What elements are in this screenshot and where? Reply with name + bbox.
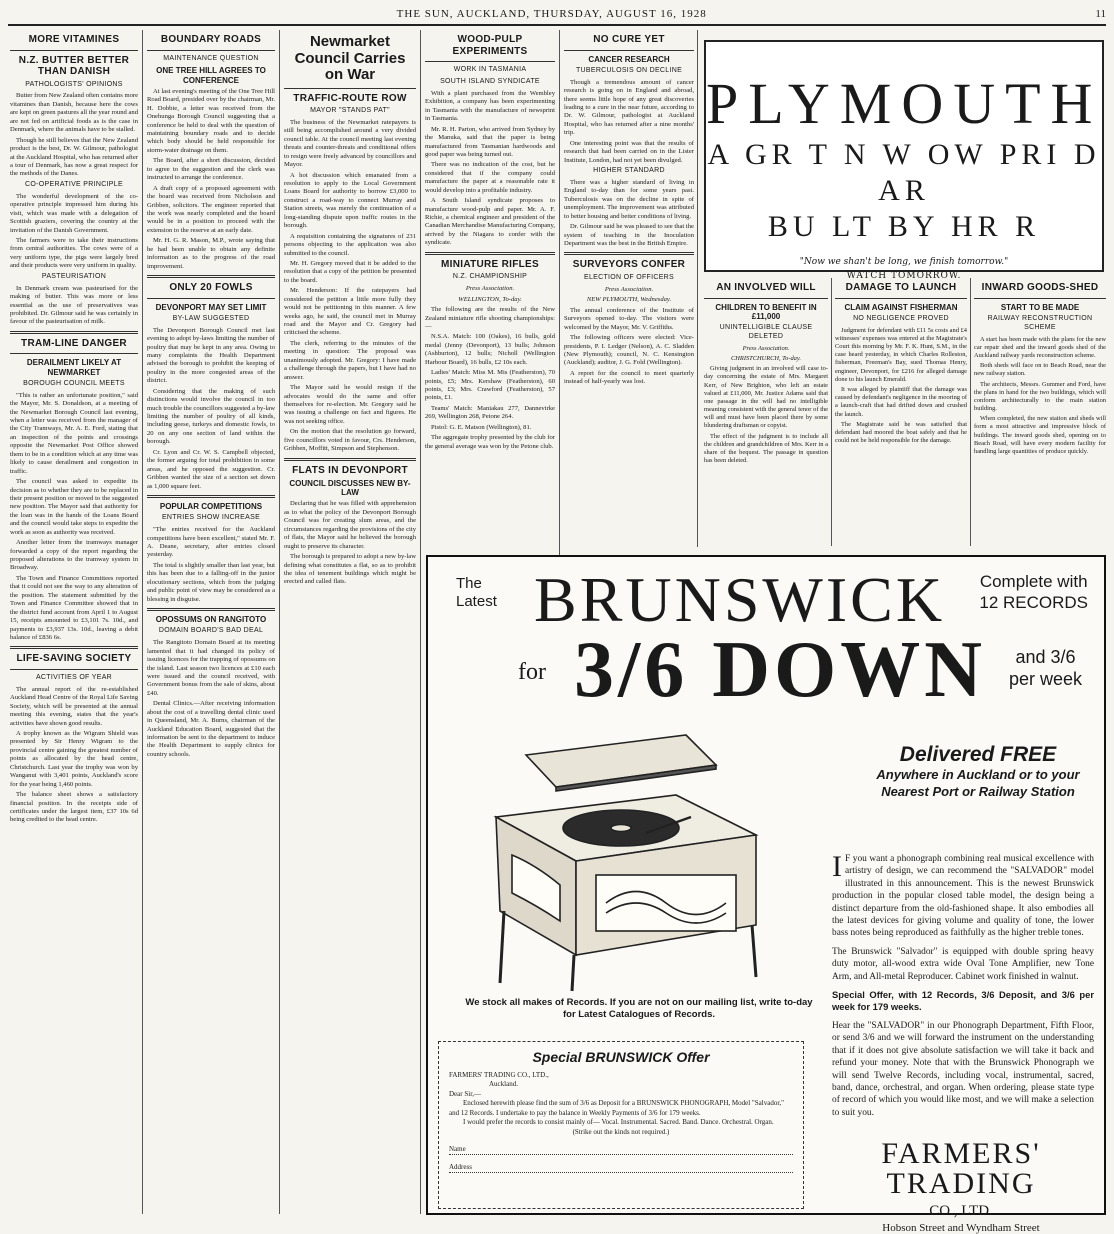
dateline: Press Association. bbox=[465, 285, 515, 293]
divider bbox=[284, 88, 416, 89]
coupon-title: Special BRUNSWICK Offer bbox=[532, 1049, 710, 1065]
paragraph: Considering that the making of such distinctions would involve the council in too much trouble the councillors suggested a by-law limiting the number of poultry of all kinds, including geese, turkeys and domestic fowls, to 20 on any one section of land within the borough. bbox=[147, 387, 275, 446]
paragraph: Butter from New Zealand often contains more vitamines than Danish, because here the cows are kept on green pastures all the year round and are not fed on artificial foods as is the case in Denmark, where the animals have to be stalled. bbox=[10, 92, 138, 134]
brunswick-weekly bbox=[1009, 647, 1082, 690]
paragraph: With a plant purchased from the Wembley Exhibition, a company has been experimenting in Tasmania with the manufacture of newsprint in Tasmania. bbox=[425, 89, 555, 123]
subhead-activities: ACTIVITIES OF YEAR bbox=[35, 673, 113, 681]
divider bbox=[564, 50, 694, 51]
paragraph: There was no indication of the cost, but he considered that if the company could manufacture the paper at a reasonable rate it would develop into a profitable industry. bbox=[425, 161, 555, 194]
subhead-claim-fisherman: CLAIM AGAINST FISHERMAN bbox=[844, 302, 958, 312]
column-rule bbox=[142, 30, 143, 1214]
subhead-entries: ENTRIES SHOW INCREASE bbox=[161, 514, 261, 522]
paragraph: On the motion that the resolution go forward, five councillors voted in favour, Crs. Henderson, Gribben, Moffitt, Simpson and Stephenson. bbox=[284, 428, 416, 453]
page-number: 11 bbox=[1095, 8, 1106, 20]
coupon-body: Enclosed herewith please find the sum of 3/6 as Deposit for a BRUNSWICK PHONOGRAPH, Model "Salvador," and 12 Records. I undertake to pay the balance in Weekly Payments of 3/6 for 179 weeks. bbox=[449, 1099, 784, 1117]
column-rule bbox=[697, 30, 698, 547]
paragraph: Mr. H. G. R. Mason, M.P., wrote saying that he had been unable to obtain any definite information as to the progress of the road improvement. bbox=[147, 237, 275, 270]
subhead-pasteurisation: PASTEURISATION bbox=[41, 272, 107, 280]
brunswick-body-1-text: F you want a phonograph combining real musical excellence with artistry of design, we can recommend the "SALVADOR" model illustrated in this announcement. This is the newest Brunswick production in the popular closed table model, the design being a distinct departure from the old-fashioned shape. It also embodies all the latest devices for giving volume and quality of tone, the lower bass notes being reproduced as faithfully as the higher treble tones. bbox=[832, 854, 1094, 939]
column-1 bbox=[10, 30, 138, 1214]
headline-goods-shed: INWARD GOODS-SHED bbox=[981, 282, 1099, 293]
paragraph: Mr. R. H. Parton, who arrived from Sydney by the Manuka, said that the paper is being manufactured from Tasmanian hardwoods and good paper was being turned out. bbox=[425, 125, 555, 158]
paragraph: Though he still believes that the New Zealand product is the best, Dr. W. Gilmour, pathologist at the Auckland Hospital, who has returned after a tour of Denmark, has now a great respect for the methods of the Danes. bbox=[10, 136, 138, 178]
divider bbox=[147, 495, 275, 498]
masthead-paper-title: THE SUN, AUCKLAND, THURSDAY, AUGUST 16, 1928 bbox=[396, 8, 707, 20]
paragraph: The Board, after a short discussion, decided to agree to the suggestion and the clerk was instructed to arrange the conference. bbox=[147, 157, 275, 182]
paragraph: The following are the results of the New Zealand miniature rifle shooting championships:— bbox=[425, 306, 555, 330]
subhead-pathologists: PATHOLOGISTS' OPINIONS bbox=[25, 80, 123, 88]
brunswick-body-2: The Brunswick "Salvador" is equipped with double spring heavy duty motor, all-wood extra wide Oval Tone Amplifier, new Tone Arm, and All-metal Reproducer. Cabinet work finished in walnut. bbox=[832, 946, 1094, 982]
paragraph: The wonderful development of the co-operative principle impressed him during his visit, which was made with a delegation of Scottish graziers, covering the country at the invitation of the Danish Government. bbox=[10, 192, 138, 234]
subhead-new-by-law: COUNCIL DISCUSSES NEW BY-LAW bbox=[289, 479, 411, 498]
paragraph: The aggregate trophy presented by the club for the general average was won by the Petone club. bbox=[425, 434, 555, 450]
subhead-domain-board: DOMAIN BOARD'S BAD DEAL bbox=[158, 627, 264, 635]
paragraph: The annual conference of the Institute of Surveyors opened to-day. The visitors were welcomed by the Mayor, Mr. V. Griffiths. bbox=[564, 306, 694, 331]
subhead-election: ELECTION OF OFFICERS bbox=[583, 273, 674, 281]
paragraph: At last evening's meeting of the One Tree Hill Road Board, presided over by the chairman, Mr. H. Dobbie, a letter was received from the Onehunga Borough Council suggesting that a conference be held to deal with the question of maintaining boundary roads and to decide which body should be held responsible for storm-water drainage on them. bbox=[147, 87, 275, 154]
subhead-children-benefit: CHILDREN TO BENEFIT IN £11,000 bbox=[715, 302, 817, 321]
brunswick-weekly-line-2: per week bbox=[1008, 668, 1082, 689]
brunswick-complete bbox=[979, 571, 1088, 614]
subhead-traffic-route: TRAFFIC-ROUTE ROW bbox=[293, 92, 407, 104]
paragraph: Mr. H. Gregory moved that it be added to the resolution that a copy of the petition be presented to the board. bbox=[284, 259, 416, 284]
farmers-trading-co: CO., LTD. bbox=[929, 1203, 993, 1219]
subhead-start-made: START TO BE MADE bbox=[1000, 302, 1080, 312]
paragraph: Pistol: G. E. Matson (Wellington), 81. bbox=[431, 423, 532, 431]
paragraph: "This is rather an unfortunate position," said the Mayor, Mr. S. Donaldson, at a meeting of the Newmarket Borough Council last evening, when a letter was received from the manager of the City Tramways, Mr. A. E. Ford, stating that an inspection of the points and crossings opposite the Newmarket Post Office showed them to be in a condition which at any time was likely to cause derailment and congestion in traffic. bbox=[10, 391, 138, 475]
divider bbox=[10, 646, 138, 649]
divider bbox=[10, 353, 138, 354]
paragraph: Declaring that he was filled with apprehension as to what the policy of the Devonport Borough Council was for creating slum areas, and the circumstances regarding the provisions of the city of flats, the Mayor said he believed the borough ought to preserve its character. bbox=[284, 500, 416, 550]
coupon-strike-note: (Strike out the kinds not required.) bbox=[572, 1127, 670, 1136]
dateline: WELLINGTON, To-day. bbox=[458, 295, 522, 303]
coupon-addressee-city: Auckland. bbox=[489, 1080, 518, 1089]
paragraph: A hot discussion which emanated from a resolution to apply to the Local Government Loans Board for authority to borrow £3,000 to construct a road-way to connect Murray and Station streets, was merely the continuation of a long-standing dispute upon traffic routes in the borough. bbox=[284, 171, 416, 230]
subhead-syndicate: SOUTH ISLAND SYNDICATE bbox=[440, 77, 540, 85]
headline-life-saving: LIFE-SAVING SOCIETY bbox=[16, 653, 132, 665]
headline-miniature-rifles: MINIATURE RIFLES bbox=[441, 258, 539, 270]
divider bbox=[147, 298, 275, 299]
headline-involved-will: AN INVOLVED WILL bbox=[716, 282, 816, 293]
subhead-mayor: MAYOR "STANDS PAT" bbox=[310, 107, 390, 114]
column-rule bbox=[970, 278, 971, 546]
dateline: CHRISTCHURCH, To-day. bbox=[731, 354, 801, 362]
paragraph: In Denmark cream was pasteurised for the making of butter. This was more or less essential as the use of preservatives was prohibited. Dr. Gilmour said he was certainly in favour of the pasteurisation of milk. bbox=[10, 284, 138, 326]
paragraph: The effect of the judgment is to include all the children and grandchildren of Mrs. Kerr in a share of the bequest. The passage in question has been deleted. bbox=[704, 432, 828, 465]
subhead-derailment: DERAILMENT LIKELY AT NEWMARKET bbox=[26, 358, 122, 377]
subhead-tuberculosis: TUBERCULOSIS ON DECLINE bbox=[575, 66, 683, 74]
paragraph: The architects, Messrs. Gummer and Ford, have the plans in hand for the two buildings, which will conform architecturally to the main station building. bbox=[974, 380, 1106, 413]
divider bbox=[10, 50, 138, 51]
dateline: NEW PLYMOUTH, Wednesday. bbox=[586, 296, 672, 304]
brunswick-coupon[interactable] bbox=[438, 1041, 804, 1209]
coupon-name-field[interactable] bbox=[449, 1143, 793, 1155]
column-rule bbox=[279, 30, 280, 1214]
brunswick-complete-line-1: Complete with bbox=[979, 572, 1088, 591]
headline-flats-devonport: FLATS IN DEVONPORT bbox=[292, 464, 408, 476]
dateline: Press Association. bbox=[604, 285, 654, 293]
brunswick-body bbox=[832, 850, 1094, 1125]
coupon-addressee: FARMERS' TRADING CO., LTD., bbox=[449, 1070, 549, 1079]
headline-only-20-fowls: ONLY 20 FOWLS bbox=[169, 282, 253, 294]
divider bbox=[10, 331, 138, 334]
paragraph: A report for the council to meet quarterly instead of half-yearly was lost. bbox=[564, 369, 694, 386]
paragraph: The annual report of the re-established Auckland Head Centre of the Royal Life Saving Society, which will be presented at the annual meeting this evening, states that the year's activities have shown good results. bbox=[10, 685, 138, 727]
divider bbox=[147, 608, 275, 611]
paragraph: Dr. Gilmour said he was pleased to see that the system of teaching in the Inoculation Department was the best in the British Empire. bbox=[564, 223, 694, 248]
plymouth-watch: WATCH TOMORROW. bbox=[846, 271, 962, 281]
brunswick-special-offer: Special Offer, with 12 Records, 3/6 Deposit, and 3/6 per week for 179 weeks. bbox=[832, 989, 1094, 1013]
brunswick-brand: BRUNSWICK bbox=[534, 564, 946, 635]
headline-opossums: OPOSSUMS ON RANGITOTO bbox=[155, 615, 267, 625]
paragraph: The Devonport Borough Council met last evening to adopt by-laws limiting the number of poultry that may be kept in any area. Owing to many complaints the Health Department advised the borough to prohibit the keeping of poultry in the more congested areas of the district. bbox=[147, 326, 275, 385]
column-3 bbox=[284, 30, 416, 1214]
column-2 bbox=[147, 30, 275, 1214]
brunswick-body-1 bbox=[832, 850, 1094, 940]
paragraph: A draft copy of a proposed agreement with the board was received from Nicholson and Gribben, solicitors. The engineer reported that the work was nearly completed and the board would be in a position to proceed with the extension to the reserve at an early date. bbox=[147, 184, 275, 234]
divider bbox=[147, 50, 275, 51]
paragraph: The clerk, referring to the minutes of the meeting in question: The proposal was unanimously adopted. Mr. Gregory: I have made a challenge through the papers, but I have had no answer. bbox=[284, 339, 416, 381]
paragraph: A requisition containing the signatures of 231 persons objecting to the application was also submitted to the council. bbox=[284, 232, 416, 257]
paragraph: The farmers were to take their instructions from central authorities. The cows were of a very uniform type, the pigs were largely bred and their products were very uniform in quality. bbox=[10, 236, 138, 270]
brunswick-stock-note: We stock all makes of Records. If you are not on our mailing list, write to-day for Latest Catalogues of Records. bbox=[465, 997, 813, 1021]
paragraph: The Town and Finance Committees reported that it could not see the way to any alteration of the position. The statement submitted by the Town and Finance Committee showed that in the district fund account from April 1 to August 15, receipts amounted to £3,101 7s. 10d., and payments to £3,937 13s. 10d., leaving a debit balance of £836 6s. bbox=[10, 574, 138, 641]
paragraph: The following officers were elected: Vice-presidents, P. I. Ledger (Nelson), A. C. Sladden (New Plymouth); council, N. C. Kensington (Auckland); auditor, J. G. Fold (Wellington). bbox=[564, 334, 694, 367]
brunswick-the-latest bbox=[456, 575, 497, 611]
paragraph: The total is slightly smaller than last year, but this has been due to a falling-off in the junior elocutionary sections, which from the judging and public point of view may be considered as a blessing in disguise. bbox=[147, 561, 275, 603]
headline-damage-launch: DAMAGE TO LAUNCH bbox=[845, 282, 957, 293]
paragraph: Both sheds will face on to Beach Road, near the new railway station. bbox=[974, 362, 1106, 378]
brunswick-latest: Latest bbox=[456, 593, 497, 610]
dateline: Press Association. bbox=[742, 344, 790, 352]
divider bbox=[564, 252, 694, 255]
headline-tram-line: TRAM-LINE DANGER bbox=[21, 337, 127, 349]
plymouth-quote: "Now we shan't be long, we finish tomorrow." bbox=[799, 257, 1009, 267]
brunswick-advertisement bbox=[426, 555, 1106, 1234]
headline-competitions: POPULAR COMPETITIONS bbox=[159, 501, 263, 511]
divider bbox=[704, 298, 828, 299]
subhead-devonport-limit: DEVONPORT MAY SET LIMIT bbox=[155, 302, 267, 312]
subhead-cancer-research: CANCER RESEARCH bbox=[588, 54, 670, 64]
headline-wood-pulp: WOOD-PULP EXPERIMENTS bbox=[452, 34, 528, 57]
column-rule bbox=[831, 278, 832, 546]
subhead-higher-standard: HIGHER STANDARD bbox=[593, 167, 665, 175]
paragraph: A South Island syndicate proposes to manufacture wood-pulp and paper. Mr. A. F. Richie, a chemical engineer and president of the Canadian Merchandise Manufacturing Company, arrived by the Niagara to confer with the syndicate. bbox=[425, 197, 555, 247]
headline-more-vitamines: MORE VITAMINES bbox=[28, 34, 120, 45]
divider bbox=[147, 275, 275, 278]
plymouth-advertisement bbox=[704, 40, 1104, 281]
coupon-record-types: I would prefer the records to consist mainly of— Vocal. Instrumental. Sacred. Band. Dance. Orchestral. Organ. bbox=[463, 1118, 774, 1127]
column-rule bbox=[420, 30, 421, 1214]
brunswick-weekly-line-1: and 3/6 bbox=[1015, 647, 1076, 667]
paragraph: Judgment for defendant with £11 5s costs and £4 witnesses' expenses was entered at the Magistrate's Court this morning by Mr. F. K. Hunt, S.M., in the case heard yesterday, in which Charles Rolleston, fisherman, Freeman's Bay, sued Thomas Henry, engineer, Devonport, for £216 for alleged damage done to his launch Emerald. bbox=[835, 326, 967, 383]
paragraph: There was a higher standard of living in England to-day than for some years past. Tuberculosis was on the decline in spite of unemployment. The improvement was attributed to better housing and better conditions of living. bbox=[564, 178, 694, 220]
paragraph: The Rangitoto Domain Board at its meeting lamented that it had changed its policy of issuing licences for the trapping of opossums on the island. Last season two licences at £10 each were issued and the council received, with Government bonus from the sale of skins, about £40. bbox=[147, 639, 275, 697]
plymouth-teaser-line-2: BU LT BY HR R bbox=[767, 210, 1041, 243]
column-goods-shed bbox=[974, 278, 1106, 546]
farmers-trading-address: Hobson Street and Wyndham Street bbox=[882, 1222, 1040, 1234]
paragraph: N.S.A. Match: 100 (Oakes), 16 bulls, gold medal (Jenny (Devonport), 13 bulls; Johnson (Ashburton), 12 bulls; Nicholl (Wellington Harbour Board), 16 bulls, £2 10s each. bbox=[425, 333, 555, 366]
subhead-no-negligence: NO NEGLIGENCE PROVED bbox=[853, 314, 949, 322]
plymouth-teaser-line-1: A GR T N W OW PRI D AR bbox=[707, 138, 1101, 207]
farmers-trading-name: FARMERS' TRADING bbox=[881, 1137, 1041, 1200]
coupon-salutation: Dear Sir,— bbox=[449, 1089, 481, 1098]
paragraph: "The entries received for the Auckland competitions have been excellent," stated Mr. F. A. Deane, secretary, after entries closed yesterday. bbox=[147, 526, 275, 559]
brunswick-delivered-sub: Anywhere in Auckland or to your Nearest Port or Railway Station bbox=[876, 767, 1080, 799]
brunswick-complete-line-2: 12 RECORDS bbox=[979, 593, 1088, 613]
brunswick-dropcap: I bbox=[832, 850, 842, 883]
paragraph: The borough is prepared to adopt a new by-law defining what constitutes a flat, so as to prohibit the idea of tenement buildings which might be erected and called flats. bbox=[284, 553, 416, 586]
column-4 bbox=[425, 30, 555, 547]
paragraph: The Magistrate said he was satisfied that defendant had moored the boat safely and that he could not be held responsible for the damage. bbox=[835, 420, 967, 445]
brunswick-for: for bbox=[518, 659, 546, 685]
paragraph: The council was asked to expedite its decision as to whether they are to be replaced in their present position or moved to the suggested new position. The Mayor said that authority for the loan was in the hands of the Loans Board and the council would take steps to expedite the work as soon as authority was received. bbox=[10, 478, 138, 536]
divider bbox=[425, 61, 555, 62]
paragraph: Though a tremendous amount of cancer research is going on in England and abroad, there seems little hope of any great discoveries leading to a cure in the near future, according to Dr. W. Gilmour, pathologist at Auckland Hospital, who has returned after a nine months' trip. bbox=[564, 78, 694, 137]
paragraph: Giving judgment in an involved will case to-day concerning the estate of Mrs. Margaret Kerr, of New Brighton, who left an estate valued at £11,000, Mr. Justice Adams said that one passage in the will had no intelligible meaning consistent with the general tenor of the will and must have been placed there by some blundering draftsman or copyist. bbox=[704, 365, 828, 430]
subhead-one-tree-hill: ONE TREE HILL AGREES TO CONFERENCE bbox=[156, 66, 266, 85]
paragraph: One interesting point was that the results of research that had been carried on in the Lister Institute, London, had not yet been divulged. bbox=[564, 139, 694, 164]
divider bbox=[284, 458, 416, 461]
coupon-address-label: Address bbox=[449, 1162, 472, 1171]
paragraph: A start has been made with the plans for the new car repair shed and the inward goods shed of the Auckland railway yards reconstruction scheme. bbox=[974, 335, 1106, 359]
column-involved-will bbox=[704, 278, 828, 546]
subhead-by-law: BY-LAW SUGGESTED bbox=[172, 314, 250, 322]
headline-surveyors: SURVEYORS CONFER bbox=[572, 259, 686, 271]
paragraph: Ladies' Match: Miss M. Mis (Featherston), 70 points, £5; Mrs. Kershaw (Featherston), 60 points, £3; Mrs. Crawford (Featherston), 57 points, £1. bbox=[425, 369, 555, 402]
subhead-borough-council: BOROUGH COUNCIL MEETS bbox=[23, 379, 125, 387]
phonograph-illustration bbox=[456, 725, 816, 995]
subhead-butter: N.Z. BUTTER BETTER THAN DANISH bbox=[18, 54, 130, 77]
subhead-tasmania: WORK IN TASMANIA bbox=[453, 66, 527, 73]
brunswick-delivered bbox=[858, 743, 1098, 801]
paragraph: It was alleged by plaintiff that the damage was caused by defendant's negligence in the mooring of a launch-craft that had drifted down and crushed the launch. bbox=[835, 385, 967, 418]
brunswick-body-3: Hear the "SALVADOR" in our Phonograph Department, Fifth Floor, or send 3/6 and we will forward the instrument on the understanding that if it does not give absolute satisfaction we will take it back and refund your money. Note that with the Brunswick Phonograph we will send Twelve Records, including vocal, instrumental, sacred, band, dance, orchestral, and organ. When ordering, please state type of record of which you would like most, and we will make a selection to suit you. bbox=[832, 1020, 1094, 1118]
paragraph: The business of the Newmarket ratepayers is still being accomplished around a very divided council table. At the council meeting last evening threats and counter-threats and conditional offers to resign were freely advanced by councillors and Mayor. bbox=[284, 118, 416, 169]
headline-newmarket-council: Newmarket Council Carries on War bbox=[294, 33, 406, 83]
coupon-name-label: Name bbox=[449, 1144, 466, 1153]
divider bbox=[835, 298, 967, 299]
paragraph: The Mayor said he would resign if the advocates would do the same and offer themselves for re-election. Mr. Gregory said he was issuing a challenge on fact and figures. He was not seeking office. bbox=[284, 384, 416, 425]
coupon-address-field[interactable] bbox=[449, 1161, 793, 1173]
masthead bbox=[8, 4, 1106, 26]
paragraph: Cr. Lyon and Cr. W. S. Campbell objected, the former arguing for total prohibition in some areas, and he opposed the suggestion. Cr. Gribben wanted the size of a section set down as 1,000 square feet. bbox=[147, 448, 275, 490]
farmers-trading-block bbox=[820, 1139, 1102, 1234]
subhead-railway: RAILWAY RECONSTRUCTION SCHEME bbox=[987, 314, 1093, 331]
column-5 bbox=[564, 30, 694, 547]
column-damage-launch bbox=[835, 278, 967, 546]
brunswick-the: The bbox=[456, 575, 482, 592]
divider bbox=[425, 252, 555, 255]
paragraph: Mr. Henderson: If the ratepayers had considered the petition a little more fully they would not be petitioning in this manner. A few weeks ago, he said, the council met in Murray road and the Mayor and Cr. Gregory had criticised the scheme. bbox=[284, 287, 416, 337]
paragraph: A trophy known as the Wigram Shield was presented by Sir Henry Wigram to the provincial centre gaining the greatest number of points as allocated by the head centre, Christchurch. Last year the trophy was won by Wanganui with 3,401 points, Auckland's score for the year being 1,460 points. bbox=[10, 730, 138, 788]
subhead-unintelligible: UNINTELLIGIBLE CLAUSE DELETED bbox=[719, 323, 813, 340]
brunswick-delivered-free: Delivered FREE bbox=[899, 743, 1057, 766]
plymouth-title: PLYMOUTH bbox=[706, 71, 1103, 136]
paragraph: Another letter from the tramways manager forwarded a copy of the report regarding the proposed alterations to the tramway system in Broadway. bbox=[10, 539, 138, 572]
paragraph: When completed, the new station and sheds will form a most attractive and impressive block of buildings. The inward goods shed, opening on to Beach Road, will have every modern facility for handling large quantities of produce quickly. bbox=[974, 415, 1106, 456]
divider bbox=[10, 669, 138, 670]
paragraph: Teams' Match: Maniakau 277, Dannevirke 269, Wellington 268, Petone 264. bbox=[425, 404, 555, 421]
subhead-championship: N.Z. CHAMPIONSHIP bbox=[452, 273, 528, 281]
headline-boundary-roads: BOUNDARY ROADS bbox=[160, 34, 262, 45]
divider bbox=[974, 298, 1106, 299]
brunswick-price: 3/6 DOWN bbox=[574, 626, 986, 714]
subhead-maintenance: MAINTENANCE QUESTION bbox=[163, 54, 259, 62]
subhead-cooperative: CO-OPERATIVE PRINCIPLE bbox=[25, 180, 123, 188]
paragraph: The balance sheet shows a satisfactory financial position. In the receipts side of certificates under the largest item, £37 10s 6d being credited to the head centre. bbox=[10, 791, 138, 824]
paragraph: Dental Clinics.—After receiving information about the cost of a travelling dental clinic used in Queensland, Mr. A. Burns, chairman of the Auckland Education Board, suggested that the information be sent to the department to induce the Health Department to supply clinics for country schools. bbox=[147, 700, 275, 758]
headline-no-cure: NO CURE YET bbox=[593, 34, 665, 45]
